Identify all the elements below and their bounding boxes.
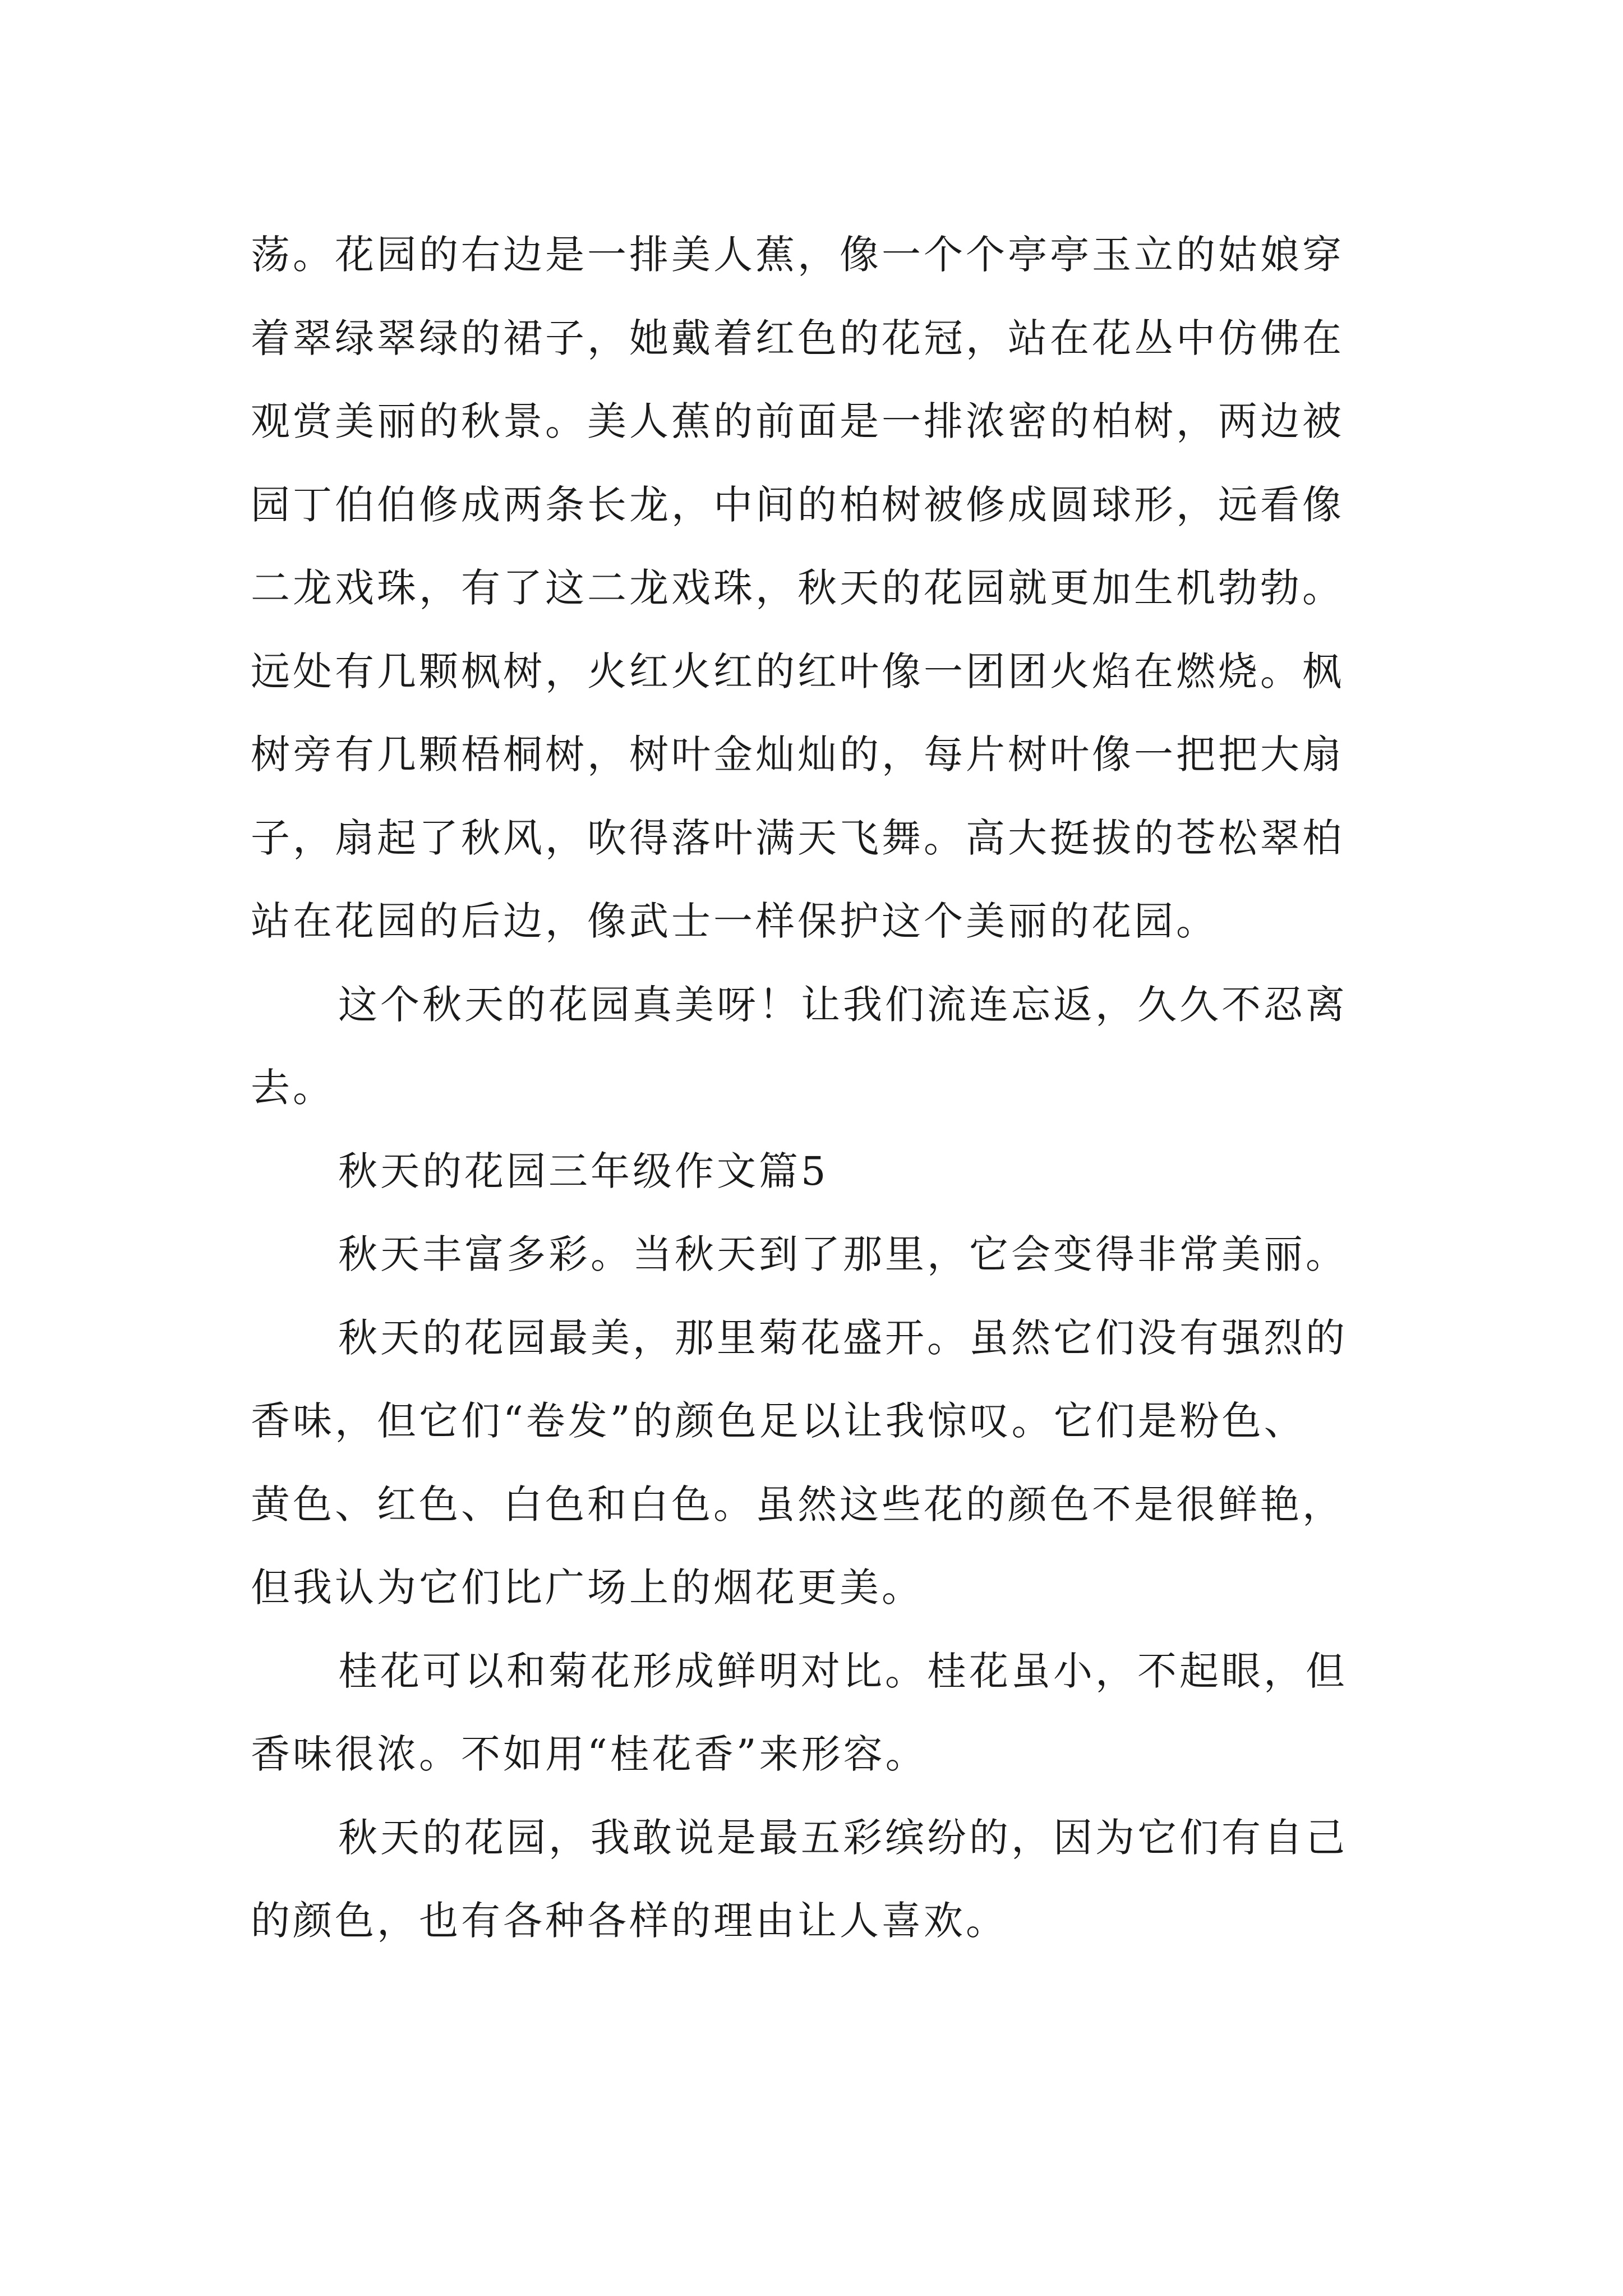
text-line: 桂花可以和菊花形成鲜明对比。桂花虽小，不起眼，但: [338, 1648, 1348, 1694]
text-line: 树旁有几颗梧桐树，树叶金灿灿的，每片树叶像一把把大扇: [251, 731, 1344, 777]
text-line: 观赏美丽的秋景。美人蕉的前面是一排浓密的柏树，两边被: [251, 398, 1344, 444]
text-line: 子，扇起了秋风，吹得落叶满天飞舞。高大挺拔的苍松翠柏: [251, 815, 1344, 861]
text-line: 但我认为它们比广场上的烟花更美。: [251, 1565, 924, 1611]
text-line: 秋天的花园，我敢说是最五彩缤纷的，因为它们有自己: [338, 1814, 1348, 1861]
text-line: 荡。花园的右边是一排美人蕉，像一个个亭亭玉立的姑娘穿: [251, 232, 1344, 278]
text-line: 园丁伯伯修成两条长龙，中间的柏树被修成圆球形，远看像: [251, 481, 1344, 528]
text-line: 站在花园的后边，像武士一样保护这个美丽的花园。: [251, 898, 1218, 944]
text-line: 的颜色，也有各种各样的理由让人喜欢。: [251, 1898, 1008, 1944]
text-line: 香味，但它们“卷发”的颜色足以让我惊叹。它们是粉色、: [251, 1398, 1306, 1444]
section-title: 秋天的花园三年级作文篇5: [338, 1148, 829, 1194]
text-line: 香味很浓。不如用“桂花香”来形容。: [251, 1731, 928, 1777]
text-line: 这个秋天的花园真美呀！让我们流连忘返，久久不忍离: [338, 981, 1348, 1028]
text-line: 黄色、红色、白色和白色。虽然这些花的颜色不是很鲜艳，: [251, 1481, 1344, 1527]
text-line: 秋天的花园最美，那里菊花盛开。虽然它们没有强烈的: [338, 1314, 1348, 1361]
document-body: [251, 213, 1378, 1963]
text-line: 去。: [251, 1065, 335, 1111]
text-line: 秋天丰富多彩。当秋天到了那里，它会变得非常美丽。: [338, 1231, 1348, 1277]
text-line: 着翠绿翠绿的裙子，她戴着红色的花冠，站在花丛中仿佛在: [251, 315, 1344, 361]
text-line: 二龙戏珠，有了这二龙戏珠，秋天的花园就更加生机勃勃。: [251, 565, 1344, 611]
text-line: 远处有几颗枫树，火红火红的红叶像一团团火焰在燃烧。枫: [251, 648, 1344, 694]
